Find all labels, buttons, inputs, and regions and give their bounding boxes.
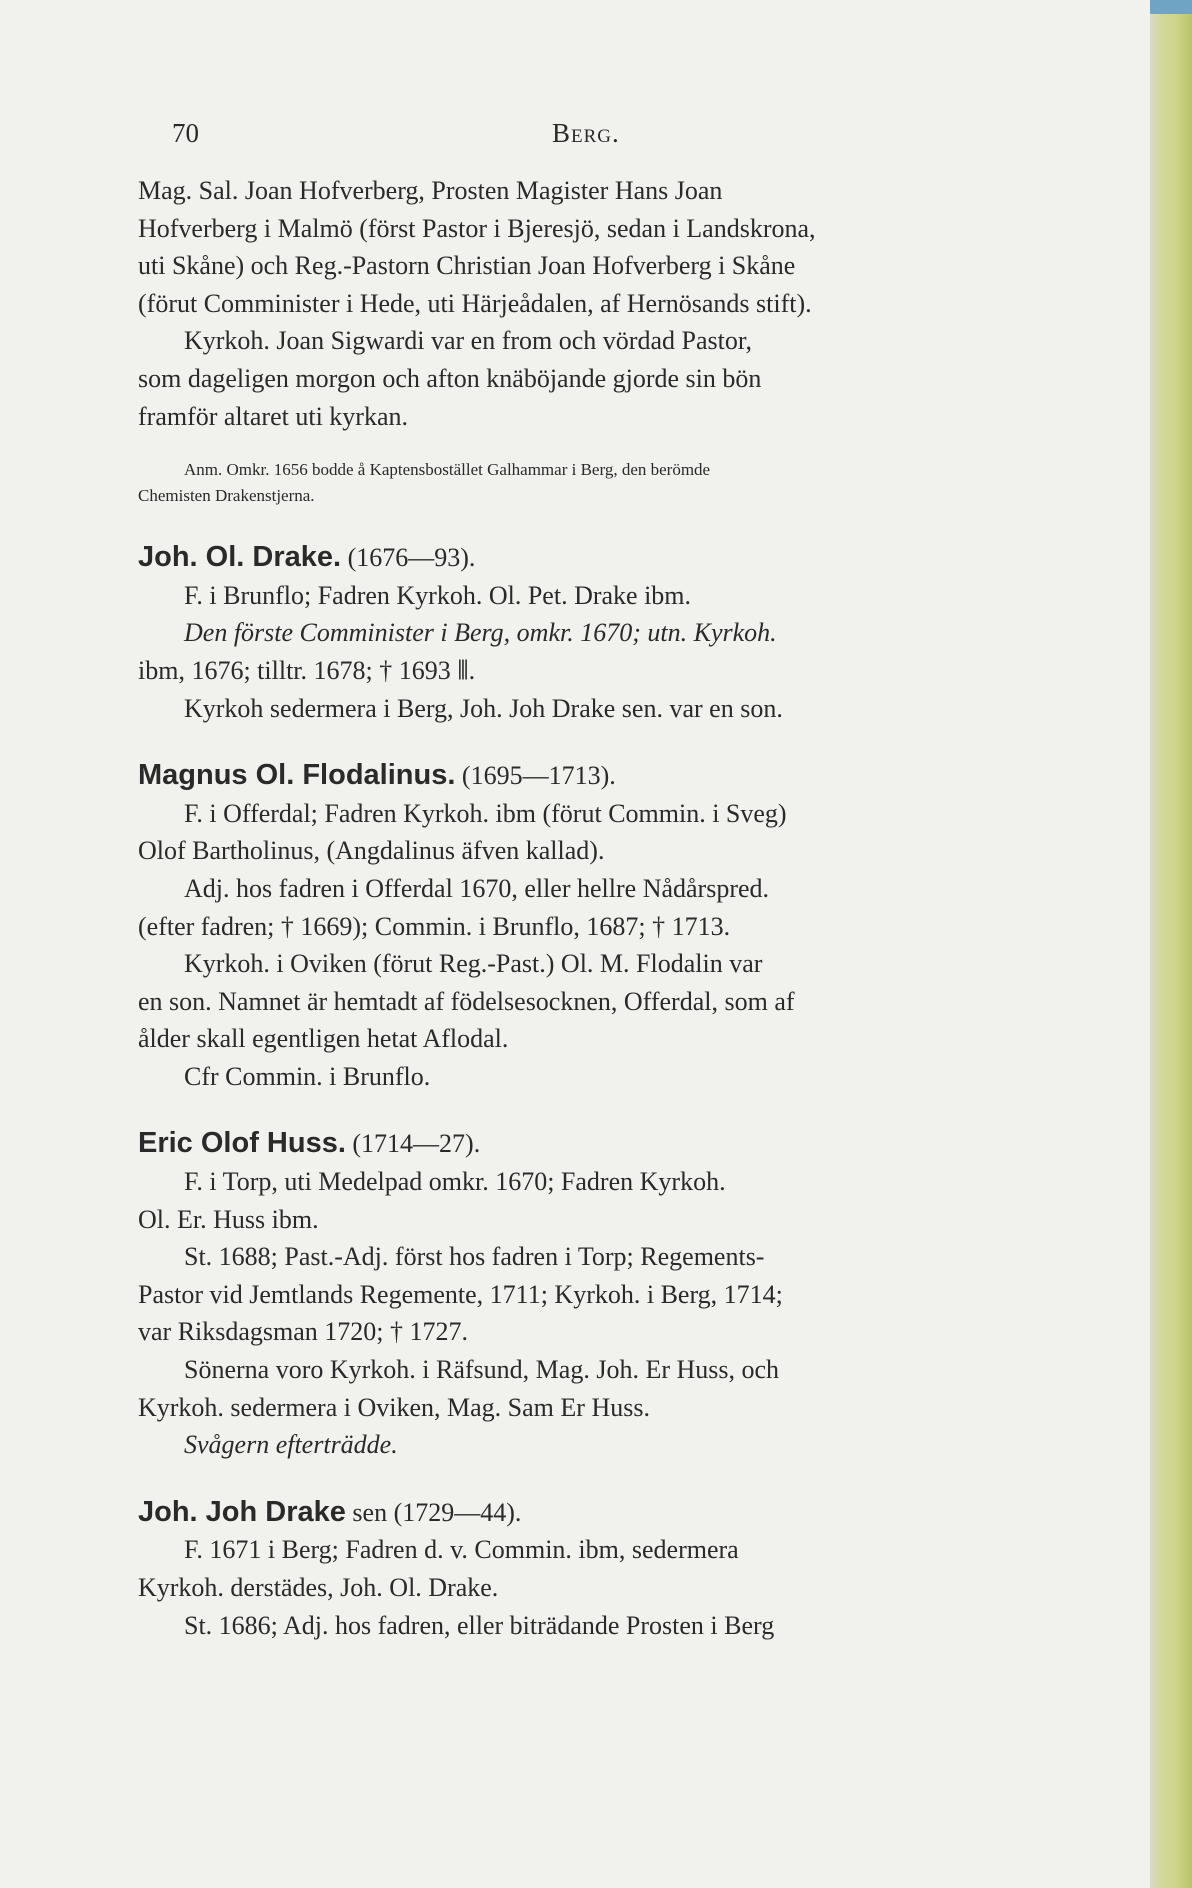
text-line: Sönerna voro Kyrkoh. i Räfsund, Mag. Joh. Er Huss, och <box>184 1355 780 1385</box>
text-line: Svågern efterträdde. <box>184 1430 398 1460</box>
text-line: (efter fadren; † 1669); Commin. i Brunflo, 1687; † 1713. <box>138 911 731 941</box>
entry-heading <box>138 1494 1073 1532</box>
page-body <box>138 172 1073 1644</box>
text-line: uti Skåne) och Reg.-Pastorn Christian Joan Hofverberg i Skåne <box>138 251 796 281</box>
text-line: F. i Brunflo; Fadren Kyrkoh. Ol. Pet. Drake ibm. <box>184 580 692 610</box>
text-line: F. 1671 i Berg; Fadren d. v. Commin. ibm, sedermera <box>184 1535 739 1565</box>
entry-heading <box>138 539 1073 577</box>
text-line: Cfr Commin. i Brunflo. <box>184 1061 431 1091</box>
text-line: Kyrkoh. derstädes, Joh. Ol. Drake. <box>138 1573 499 1602</box>
text-line: Mag. Sal. Joan Hofverberg, Prosten Magister Hans Joan <box>138 176 723 205</box>
text-line: Kyrkoh. i Oviken (förut Reg.-Past.) Ol. M. Flodalin var <box>184 949 763 979</box>
text-line: en son. Namnet är hemtadt af födelsesocknen, Offerdal, som af <box>138 986 795 1016</box>
text-line: St. 1686; Adj. hos fadren, eller biträdande Prosten i Berg <box>184 1610 775 1640</box>
text-line: Adj. hos fadren i Offerdal 1670, eller hellre Nådårspred. <box>184 873 770 903</box>
text-line: St. 1688; Past.-Adj. först hos fadren i Torp; Regements- <box>184 1242 765 1272</box>
page-number: 70 <box>172 118 199 148</box>
entry-name: Magnus Ol. Flodalinus. <box>138 759 456 792</box>
text-line: Kyrkoh sedermera i Berg, Joh. Joh Drake sen. var en son. <box>184 693 783 723</box>
text-line: Olof Bartholinus, (Angdalinus äfven kallad). <box>138 836 605 866</box>
page-header <box>172 118 1072 154</box>
entry-heading <box>138 757 1073 795</box>
page-edge <box>1150 0 1192 1888</box>
text-line: var Riksdagsman 1720; † 1727. <box>138 1317 469 1347</box>
entry-dates: (1729—44). <box>393 1497 522 1527</box>
entry-dates: (1676—93). <box>347 543 476 573</box>
text-line: F. i Torp, uti Medelpad omkr. 1670; Fadren Kyrkoh. <box>184 1167 726 1197</box>
text-line: ålder skall egentligen hetat Aflodal. <box>138 1024 509 1054</box>
entry-name: Eric Olof Huss. <box>138 1127 346 1160</box>
entry-name-suffix: sen <box>352 1497 388 1527</box>
entry-dates: (1695—1713). <box>461 761 616 791</box>
text-line: Kyrkoh. Joan Sigwardi var en from och vördad Pastor, <box>184 326 752 356</box>
entry-name: Joh. Joh Drake <box>138 1495 346 1528</box>
text-line: Hofverberg i Malmö (först Pastor i Bjeresjö, sedan i Landskrona, <box>138 213 816 243</box>
entry-name: Joh. Ol. Drake. <box>138 541 342 574</box>
text-line: Kyrkoh. sedermera i Oviken, Mag. Sam Er Huss. <box>138 1392 650 1422</box>
text-line: (förut Comminister i Hede, uti Härjeådalen, af Hernösands stift). <box>138 288 812 318</box>
page-edge-tab <box>1150 0 1192 14</box>
footnote-line: Chemisten Drakenstjerna. <box>138 486 315 506</box>
footnote-line: Anm. Omkr. 1656 bodde å Kaptensbostället Galhammar i Berg, den berömde <box>184 460 711 480</box>
text-line: Den förste Comminister i Berg, omkr. 1670; utn. Kyrkoh. <box>184 618 777 648</box>
text-line: som dageligen morgon och afton knäböjande gjorde sin bön <box>138 363 762 393</box>
text-line: Pastor vid Jemtlands Regemente, 1711; Kyrkoh. i Berg, 1714; <box>138 1279 783 1309</box>
running-head: Berg. <box>552 118 620 148</box>
text-line: Ol. Er. Huss ibm. <box>138 1204 319 1234</box>
entry-heading <box>138 1125 1073 1163</box>
text-line: ibm, 1676; tilltr. 1678; † 1693 ⦀. <box>138 655 476 685</box>
entry-dates: (1714—27). <box>352 1129 481 1159</box>
text-line: F. i Offerdal; Fadren Kyrkoh. ibm (förut Commin. i Sveg) <box>184 798 787 828</box>
text-line: framför altaret uti kyrkan. <box>138 401 408 431</box>
